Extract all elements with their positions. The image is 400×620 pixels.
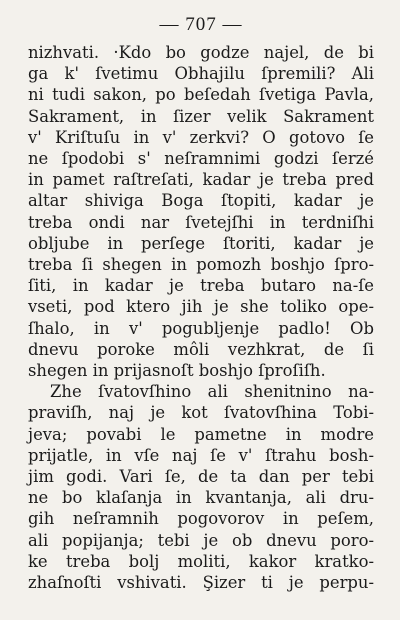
paragraph-2: [28, 381, 374, 593]
text-line: ga k' ſvetimu Obhajilu ſpremili? Ali: [28, 64, 374, 84]
text-line: prijatle, in vſe naj ſe v' ſtrahu bosh-: [28, 445, 374, 465]
text-line: jeva; povabi le pametne in modre: [28, 424, 374, 444]
text-line: ali popijanja; tebi je ob dnevu poro-: [28, 530, 374, 550]
text-line: ſiti, in kadar je treba butaro na-ſe: [28, 276, 374, 296]
text-line: jim godi. Vari ſe, de ta dan per tebi: [28, 467, 374, 487]
text-line: nizhvati. ·Kdo bo godze najel, de bi: [28, 43, 374, 62]
text-line: praviſh, naj je kot ſvatovſhina Tobi-: [28, 403, 374, 423]
text-line: ke treba bolj moliti, kakor kratko-: [28, 551, 374, 571]
text-line: Sakrament, in ſizer velik Sakrament: [28, 106, 374, 126]
text-line: treba ondi nar ſvetejſhi in terdniſhi: [28, 212, 374, 232]
text-line: gih neſramnih pogovorov in peſem,: [28, 509, 374, 529]
text-line: vseti, pod ktero jih je she toliko ope-: [28, 297, 374, 317]
text-line: ne bo klaſanja in kvantanja, ali dru-: [28, 488, 374, 508]
text-line: in pamet raſtreſati, kadar je treba pred: [28, 170, 374, 190]
body-text: [28, 42, 374, 593]
text-line: ni tudi sakon, po beſedah ſvetiga Pavla,: [28, 85, 374, 105]
text-line: treba ſi shegen in pomozh boshjo ſpro-: [28, 255, 374, 275]
text-line: zhaſnoſti vshivati. Şizer ti je perpu-: [28, 573, 374, 593]
paragraph-1: [28, 42, 374, 381]
text-line: altar shiviga Boga ſtopiti, kadar je: [28, 191, 374, 211]
text-line: Zhe ſvatovſhino ali shenitnino na-: [50, 382, 374, 402]
text-line: obljube in perſege ſtoriti, kadar je: [28, 233, 374, 253]
text-line: shegen in prijasnoſt boshjo ſproſiſh.: [28, 361, 326, 381]
page-number: — 707 —: [159, 14, 243, 35]
text-line: ne ſpodobi s' neſramnimi godzi ſerzé: [28, 149, 374, 169]
text-line: ſhalo, in v' pogubljenje padlo! Ob: [28, 318, 374, 338]
text-line: v' Kriſtuſu in v' zerkvi? O gotovo ſe: [28, 127, 374, 147]
text-line: dnevu poroke môli vezhkrat, de ſi: [28, 339, 374, 359]
